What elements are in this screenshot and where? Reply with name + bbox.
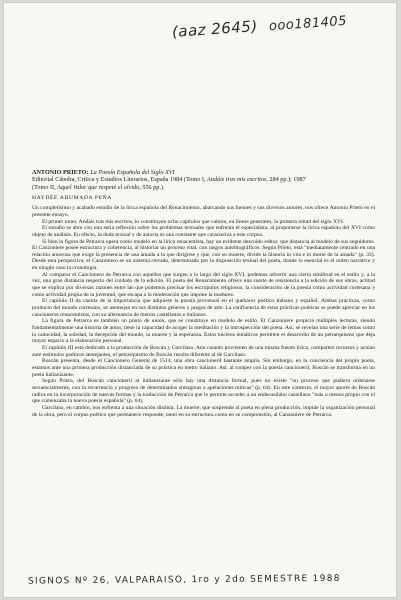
handwritten-source-note: SIGNOS Nº 26, VALPARAISO, 1ro y 2do SEMESTRE 1988 (27, 573, 341, 587)
review-content (32, 169, 375, 418)
body-paragraph: Garcilaso, en cambio, nos enfrenta a una situación distinta. La muerte, que sorprende al poeta en plena producción, impide la organización personal de la obra, pero el corpus poético que permanece responde, tanto en su estructura como en su comprensión, al Canzoniere de Petrarca. (32, 404, 375, 418)
handwritten-catalog-note (171, 8, 394, 41)
body-paragraph: Según Prieto, del Boscán cancioneril al italianizante sólo hay una distancia formal, pues no existe "un proceso que pudiera ordenarse secuencialmente, con la recurrencia y progreso de determinados sintagmas o apelaciones míticas" (p. 64). En este contexto, el mayor aporte de Boscán radica en la incorporación de nuevas formas y la traducción de Petrarca que le permite acceder a un endecasílabo castellano "más o menos propio con el que comenzaba la nueva poesía española" (p. 64). (32, 378, 375, 405)
book-citation (32, 169, 375, 191)
body-paragraph: Al comparar el Cancionero de Petrarca con aquellos que surgen a lo largo del siglo XVI, podemos advertir una cierta similitud en el estilo y, a la vez, una gran distancia respecto del cuidado de la edición. El poeta del Renacimiento ofrece una suerte de resistencia a la edición de sus obras, actitud que se explica por diversas razones entre las que podemos precisar los escrúpulos religiosos, la consideración de la poesía como actividad cortesana y como actividad propia de la juventud, que escapa a la moderación que impone la madurez. (32, 271, 375, 298)
citation-publisher: Editorial Cátedra, Crítica y Estudios Literarios, España 1984 (Tomo I, (32, 176, 206, 184)
handwritten-catalog-number: ooo181405 (268, 13, 348, 35)
body-paragraph: Boscán presenta, desde el Cancionero General de 1514, una obra cancioneril bastante amplia. Sin embargo, en la conciencia del propio poeta, estamos ante una primera producción distanciada de su práctica en metro italiano. Así, al romper con la poesía cancioneril, Boscán se transforma en un poeta italianizante. (32, 358, 375, 378)
citation-author: ANTONIO PRIETO: (32, 169, 89, 176)
body-paragraph: Si bien la figura de Petrarca opera como modelo en la lírica renacentista, hay un evidente descuido editor, que distancia al modelo de sus seguidores. El Canzoniere posee estructura y coherencia, al historiar un proceso vital, con rasgos autobiográficos. Según Prieto, está "mediatamente centrado en una relación amorosa que exige la presencia de una amada a la que dirigirse y que, con su muerte, divide la historia in vita e in morte de la amada" (p. 33). Desde esta perspectiva, el Canzoniero es un sistema cerrado, determinado por la disposición textual del poeta, donde lo esencial es el orden narrativo y en ningún caso la cronología. (32, 238, 375, 272)
body-paragraph: El estudio se abre con una seria reflexión sobre los problemas textuales que enfrenta el especialista, al proponerse la lírica española del XVI como objeto de análisis. En efecto, la duda textual y de autoría es una constante que caracteriza a este corpus. (32, 225, 375, 238)
citation-volume1-pages: 284 pp.); 1987 (269, 176, 306, 184)
body-paragraph: El primer tomo, Andáis tras mis escritos, lo constituyen ocho capítulos que cubren, en líneas generales, la primera mitad del siglo XVI. (42, 218, 345, 225)
citation-title: La Poesía Española del Siglo XVI (90, 169, 175, 176)
citation-volume2-pages: 556 pp.). (142, 183, 165, 191)
body-paragraph: El capítulo II da cuenta de la importancia que adquiere la poesía provenzal en el quehacer poético italiano y español. Ambas prácticas, como producto del mundo cortesano, se asemejan en sus distintos géneros y juegos de arte. La confluencia de estas prácticas poéticas se puede apreciar en los cancioneros renacentistas, con su alternancia de metros castellanos e italianos. (32, 298, 375, 318)
body-paragraph: El capítulo III está dedicado a la producción de Boscán y Garcilaso. Aún cuando provienen de una misma fuente lírica, comparten recursos y actúan ante estímulos poéticos semejantes, el petrarquismo de Boscán resulta diferente al de Garcilaso. (32, 345, 375, 358)
body-paragraph: La figura de Petrarca es también un punto de unión, que se constituye en modelo de estilo. El Canzoniere propicia múltiples lecturas, siendo fundamentalmente una historia de amor, tiene la capacidad de acoger la meditación y la introspección del poeta. Así, se revelan una serie de temas como la caducidad, la soledad, la decepción del mundo, la muerte y la esperanza. Estos núcleos temáticos permiten el desarrollo de un petrarquismo que deja mayor espacio a la elaboración personal. (32, 318, 375, 345)
scanned-page (4, 3, 396, 597)
citation-volume2-title: Aquel Valor que respeté el olvido, (57, 183, 141, 191)
citation-volume1-title: Andáis tras mis escritos, (207, 176, 268, 184)
body-paragraph: Un completísimo y acabado estudio de la lírica española del Renacimiento, abarcando sus fuentes y sus diversos autores, nos ofrece Antonio Prieto en el presente ensayo. (32, 205, 375, 218)
reviewer-name: HAYDÉE AHUMADA PEÑA (32, 195, 112, 202)
handwritten-reference: (aaz 2645) (171, 17, 259, 41)
citation-volume2-label: (Tomo II, (32, 183, 56, 191)
